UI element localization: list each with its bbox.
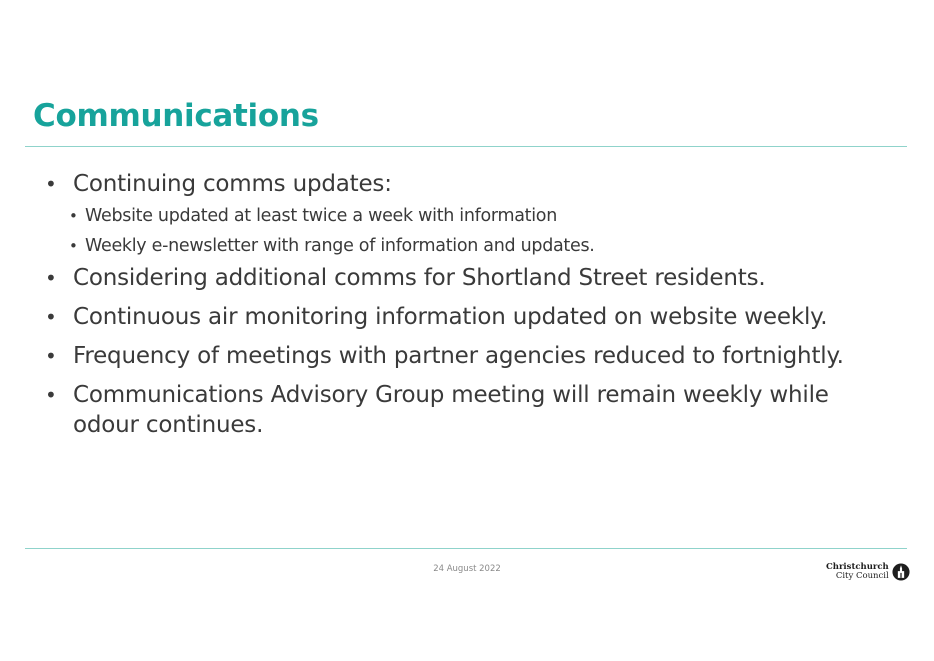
bullet-dot-icon: • (45, 172, 57, 196)
bullet-text: Communications Advisory Group meeting will remain weekly while odour continues. (73, 382, 829, 438)
bullet-text: Continuing comms updates: (73, 171, 392, 197)
bullet-text: Continuous air monitoring information updated on website weekly. (73, 304, 828, 330)
bullet-dot-icon: • (45, 266, 57, 290)
bullet-dot-icon: • (45, 305, 57, 329)
sub-bullet-list (69, 201, 865, 261)
sub-bullet-text: Website updated at least twice a week with information (85, 206, 558, 226)
council-logo (826, 563, 910, 581)
bullet-item (45, 263, 865, 293)
footer-date: 24 August 2022 (433, 564, 501, 574)
footer-divider (25, 548, 907, 549)
bullet-dot-icon: • (69, 207, 78, 225)
bullet-dot-icon: • (45, 383, 57, 407)
bullet-item (45, 302, 865, 332)
bullet-dot-icon: • (45, 344, 57, 368)
bullet-dot-icon: • (69, 237, 78, 255)
bullet-text: Considering additional comms for Shortland Street residents. (73, 265, 766, 291)
logo-text (826, 563, 889, 581)
bullet-item (45, 380, 865, 440)
bullet-text: Frequency of meetings with partner agencies reduced to fortnightly. (73, 343, 844, 369)
cathedral-emblem-icon (892, 563, 910, 581)
sub-bullet-text: Weekly e-newsletter with range of information and updates. (85, 236, 595, 256)
bullet-item (45, 341, 865, 371)
title-divider (25, 146, 907, 147)
slide-title: Communications (33, 98, 319, 134)
logo-line-1: Christchurch (826, 562, 889, 572)
sub-bullet-item (69, 201, 865, 231)
sub-bullet-item (69, 231, 865, 261)
bullet-item (45, 169, 865, 261)
logo-line-2: City Council (835, 571, 889, 581)
bullet-list (45, 169, 865, 449)
